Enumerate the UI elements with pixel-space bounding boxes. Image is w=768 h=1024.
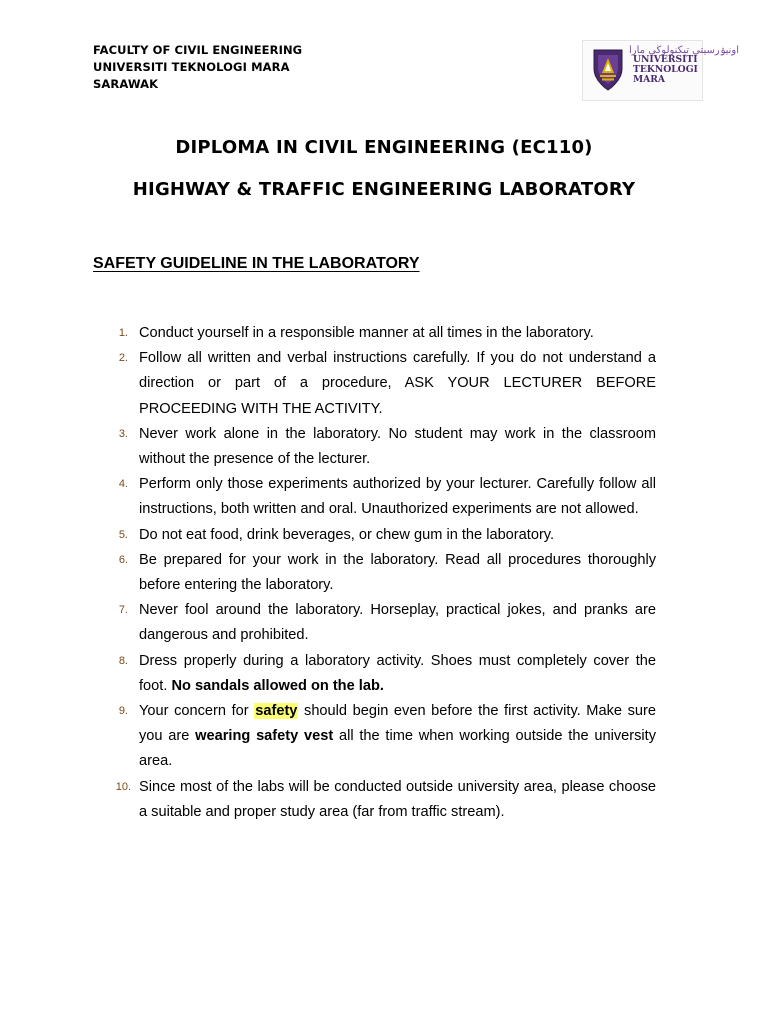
logo-jawi-text: اونيۏرسيتي تيكنولوڬي مارا [629,45,740,56]
university-name: UNIVERSITI TEKNOLOGI MARA [93,60,290,74]
item-number: 2. [118,352,128,365]
faculty-header [93,42,302,93]
item-number: 3. [118,427,128,440]
guideline-list [108,321,656,825]
item-text: Since most of the labs will be conducted outside university area, please choose a suitable and proper study area (far from traffic stream). [139,778,656,820]
item-number: 10. [115,780,131,793]
item-text: Dress properly during a laboratory activity. Shoes must completely cover the foot. [139,652,656,694]
list-item [108,472,656,522]
item-text: Never fool around the laboratory. Horseplay, practical jokes, and pranks are dangerous and prohibited. [139,602,656,644]
course-title: DIPLOMA IN CIVIL ENGINEERING (EC110) [175,137,593,158]
item-text: Do not eat food, drink beverages, or chew gum in the laboratory. [139,526,555,543]
list-item [108,598,656,648]
item-number: 4. [118,478,128,491]
item-text: Perform only those experiments authorized by your lecturer. Carefully follow all instructions, both written and oral. Unauthorized experiments are not allowed. [139,476,656,518]
item-bold-text: wearing safety vest [195,728,334,745]
logo-line-2: TEKNOLOGI [633,64,698,75]
item-text: Never work alone in the laboratory. No student may work in the classroom without the presence of the lecturer. [139,425,656,468]
item-text: Conduct yourself in a responsible manner at all times in the laboratory. [139,325,594,341]
item-number: 8. [118,654,128,667]
highlighted-word: safety [255,703,298,720]
item-number: 5. [118,528,128,541]
campus-name: SARAWAK [93,77,159,91]
logo-wordmark [633,55,698,85]
item-text: all the time when working outside the university area. [139,728,656,770]
list-item [108,422,656,472]
item-text: Follow all written and verbal instructions carefully. If you do not understand a direction or part of a procedure, ASK YOUR LECTURER BEFORE PROCEEDING WITH THE ACTIVITY. [139,350,656,417]
uitm-crest-icon [591,47,625,93]
section-heading: SAFETY GUIDELINE IN THE LABORATORY [93,255,420,272]
list-item [108,346,656,422]
lab-title: HIGHWAY & TRAFFIC ENGINEERING LABORATORY [132,179,636,200]
item-number: 1. [118,327,128,339]
item-text: Your concern for [139,703,255,720]
faculty-name: FACULTY OF CIVIL ENGINEERING [93,43,303,57]
logo-line-1: UNIVERSITI [633,54,698,65]
item-bold-text: No sandals allowed on the lab. [171,677,384,694]
list-item [108,321,656,346]
list-item [108,523,656,548]
list-item [108,699,656,775]
uitm-logo [582,40,740,101]
logo-line-3: MARA [633,74,666,85]
item-number: 9. [118,705,128,718]
list-item [108,775,656,825]
item-text: Be prepared for your work in the laboratory. Read all procedures thoroughly before entering the laboratory. [139,551,656,594]
list-item [108,649,656,699]
item-number: 7. [118,604,128,617]
item-text: should begin even before the first activity. Make sure you are [139,703,656,745]
list-item [108,548,656,598]
item-number: 6. [118,553,128,566]
